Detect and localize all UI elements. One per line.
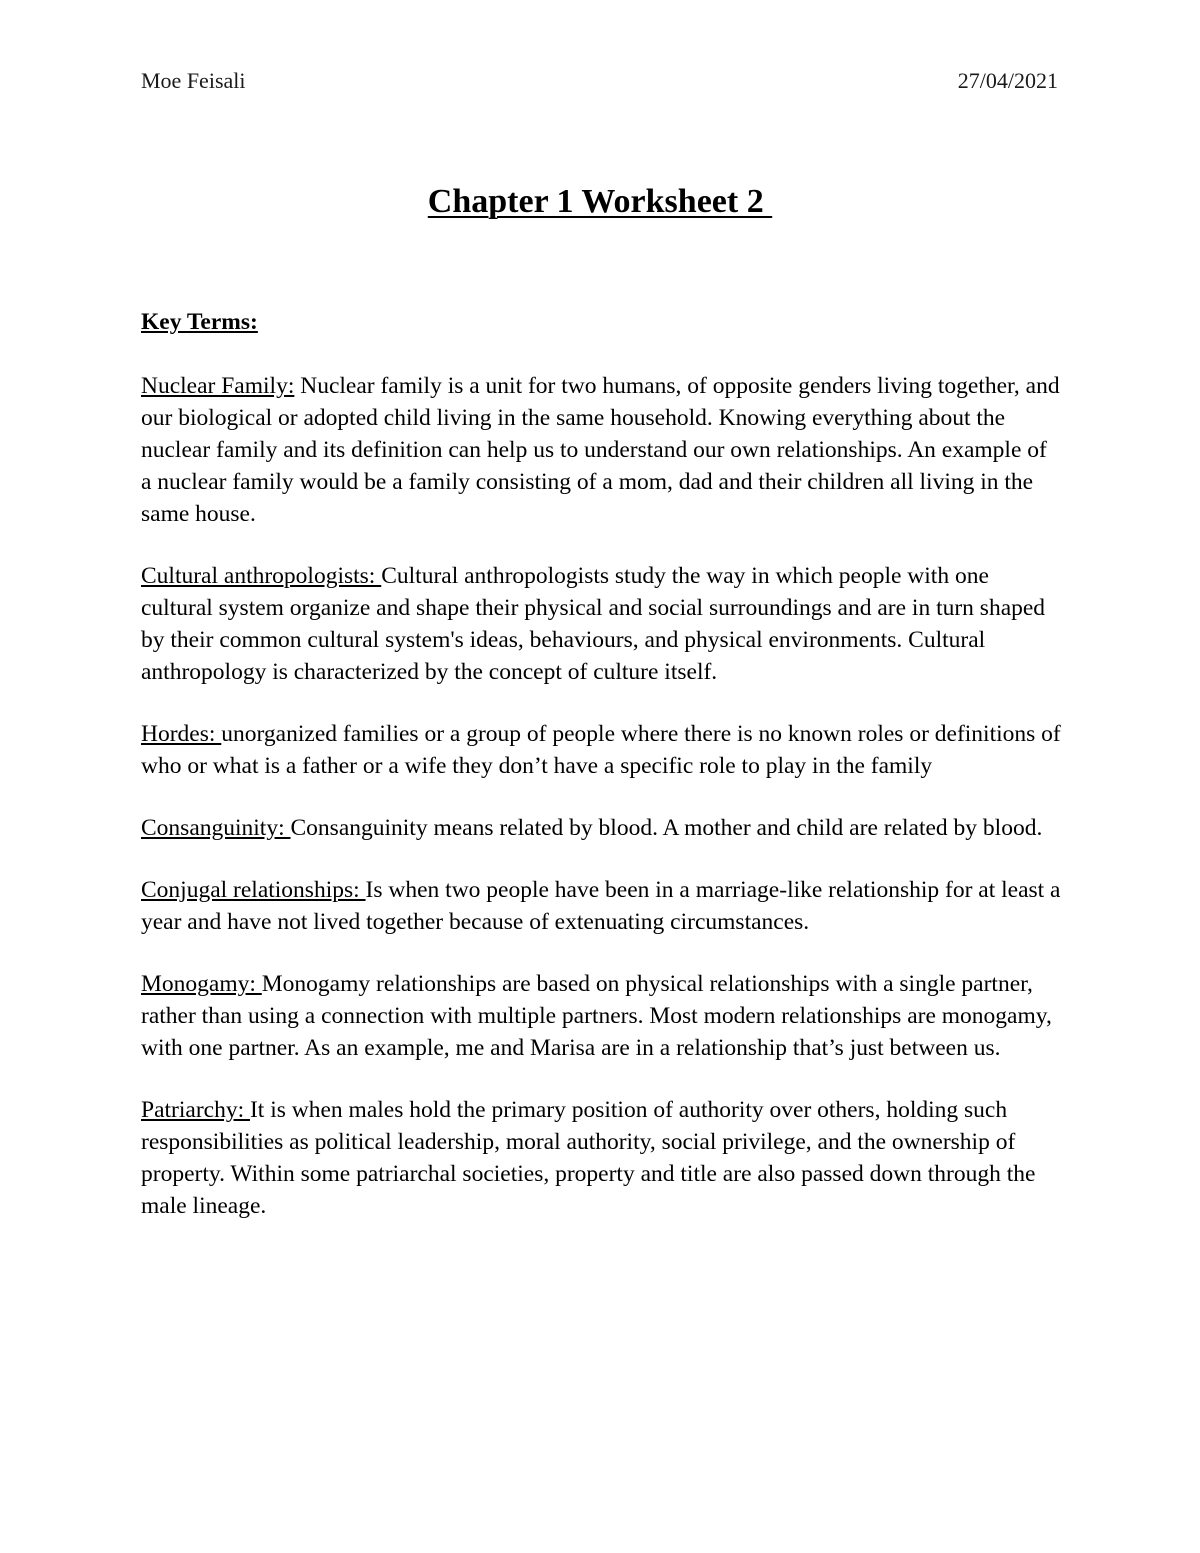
document-body [141,306,1061,1252]
term-hordes [141,718,1061,782]
term-definition: Consanguinity means related by blood. A mother and child are related by blood. [290,815,1043,841]
term-definition: Cultural anthropologists study the way in which people with one cultural system organize and shape their physical and social surroundings and are in turn shaped by their common cultural system's ideas, behaviours, and physical environments. Cultural anthropology is characterized by the concept of culture itself. [141,563,1046,685]
page-header [141,70,1058,92]
term-cultural-anthropologists [141,560,1061,688]
term-nuclear-family [141,370,1061,530]
term-name: Conjugal relationships: [141,877,366,903]
term-definition: Is when two people have been in a marriage-like relationship for at least a year and have not lived together because of extenuating circumstances. [141,877,1061,935]
author-name: Moe Feisali [141,68,246,93]
document-title-text: Chapter 1 Worksheet 2 [427,183,773,220]
term-consanguinity [141,812,1061,844]
section-heading-key-terms: Key Terms: [141,309,258,335]
term-name: Hordes: [141,721,222,747]
term-definition: It is when males hold the primary position of authority over others, holding such responsibilities as political leadership, moral authority, social privilege, and the ownership of property. Within some patriarchal societies, property and title are also passed down through the male lineage. [141,1097,1036,1219]
term-definition: Monogamy relationships are based on physical relationships with a single partner, rather than using a connection with multiple partners. Most modern relationships are monogamy, with one partner. As an example, me and Marisa are in a relationship that’s just between us. [141,971,1052,1061]
term-definition: Nuclear family is a unit for two humans, of opposite genders living together, and our biological or adopted child living in the same household. Knowing everything about the nuclear family and its definition can help us to understand our own relationships. An example of a nuclear family would be a family consisting of a mom, dad and their children all living in the same house. [141,373,1060,527]
term-name: Cultural anthropologists: [141,563,382,589]
term-patriarchy [141,1094,1061,1222]
term-name: Monogamy: [141,971,262,997]
term-conjugal-relationships [141,874,1061,938]
term-name: Consanguinity: [141,815,291,841]
term-definition: unorganized families or a group of people where there is no known roles or definitions of who or what is a father or a wife they don’t have a specific role to play in the family [141,721,1061,779]
term-monogamy [141,968,1061,1064]
term-name: Patriarchy: [141,1097,250,1123]
term-name: Nuclear Family: [141,373,295,399]
document-date: 27/04/2021 [957,68,1058,93]
document-title [0,182,1200,223]
